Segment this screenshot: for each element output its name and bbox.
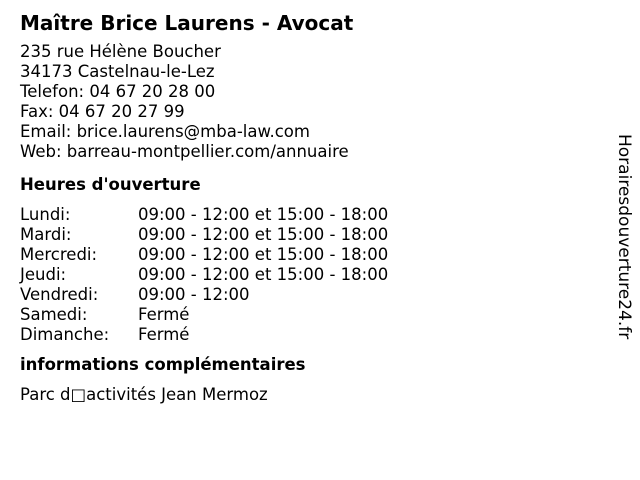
email-address: Email: brice.laurens@mba-law.com <box>20 122 310 141</box>
hours-value: Fermé <box>138 305 190 324</box>
day-label: Jeudi: <box>20 265 67 284</box>
street-address: 235 rue Hélène Boucher <box>20 42 221 61</box>
day-label: Samedi: <box>20 305 88 324</box>
hours-row-monday <box>20 205 600 225</box>
day-label: Vendredi: <box>20 285 99 304</box>
hours-row-wednesday <box>20 245 600 265</box>
phone-number: Telefon: 04 67 20 28 00 <box>20 82 216 101</box>
hours-value: 09:00 - 12:00 et 15:00 - 18:00 <box>138 225 389 244</box>
additional-info-heading: informations complémentaires <box>20 355 306 374</box>
city-address: 34173 Castelnau-le-Lez <box>20 62 215 81</box>
hours-row-friday <box>20 285 600 305</box>
hours-value: 09:00 - 12:00 et 15:00 - 18:00 <box>138 205 389 224</box>
day-label: Mardi: <box>20 225 72 244</box>
hours-row-thursday <box>20 265 600 285</box>
website-address: Web: barreau-montpellier.com/annuaire <box>20 142 349 161</box>
opening-hours-heading: Heures d'ouverture <box>20 175 201 194</box>
business-card <box>20 10 600 405</box>
watermark-text: Horairesdouverture24.fr <box>614 134 634 340</box>
page-title: Maître Brice Laurens - Avocat <box>20 11 354 35</box>
day-label: Lundi: <box>20 205 71 224</box>
hours-row-saturday <box>20 305 600 325</box>
hours-value: 09:00 - 12:00 et 15:00 - 18:00 <box>138 245 389 264</box>
hours-row-sunday <box>20 325 600 345</box>
hours-value: 09:00 - 12:00 et 15:00 - 18:00 <box>138 265 389 284</box>
day-label: Dimanche: <box>20 325 110 344</box>
hours-row-tuesday <box>20 225 600 245</box>
address-block <box>20 42 600 162</box>
hours-value: 09:00 - 12:00 <box>138 285 250 304</box>
opening-hours-table <box>20 205 600 345</box>
hours-value: Fermé <box>138 325 190 344</box>
day-label: Mercredi: <box>20 245 98 264</box>
additional-info-text: Parc d□activités Jean Mermoz <box>20 385 268 404</box>
fax-number: Fax: 04 67 20 27 99 <box>20 102 185 121</box>
